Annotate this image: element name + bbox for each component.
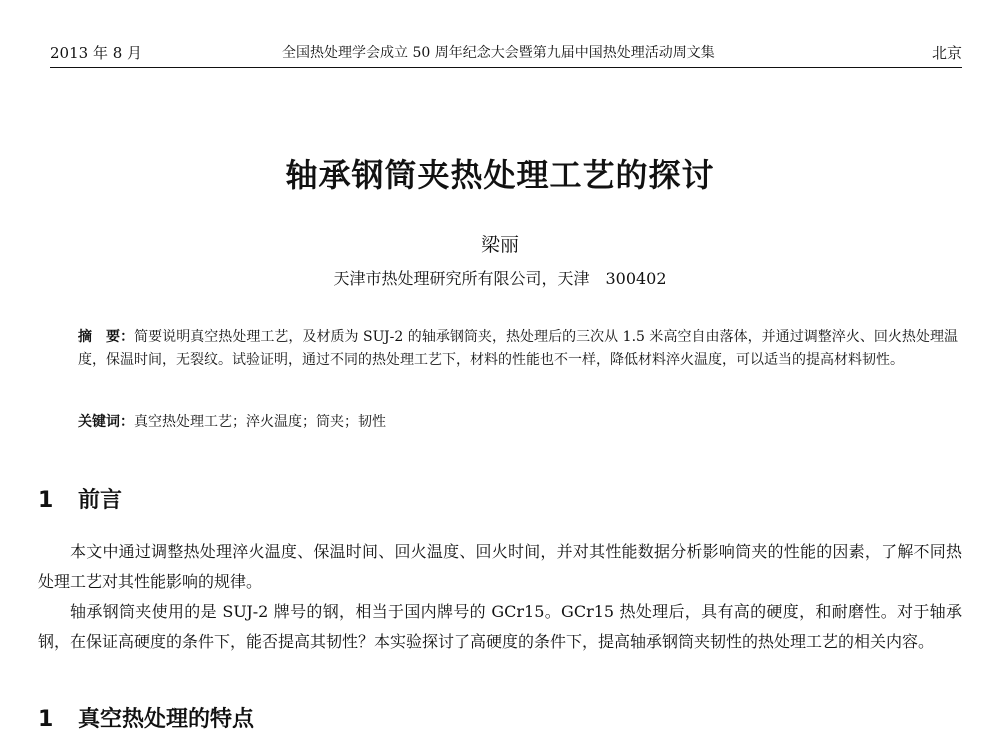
header-date: 2013 年 8 月 (50, 44, 143, 62)
header-proceedings-title: 全国热处理学会成立 50 周年纪念大会暨第九届中国热处理活动周文集 (282, 45, 715, 61)
keywords-text: 真空热处理工艺；淬火温度；筒夹；韧性 (134, 414, 386, 430)
running-header (50, 42, 962, 64)
abstract-text: 简要说明真空热处理工艺，及材质为 SUJ-2 的轴承钢筒夹，热处理后的三次从 1.5 米高空自由落体，并通过调整淬火、回火热处理温度，保温时间，无裂纹。试验证明，通过不同的热处理工艺下，材料的性能也不一样，降低材料淬火温度，可以适当的提高材料韧性。 (78, 329, 959, 368)
abstract (78, 326, 958, 372)
header-divider (50, 67, 962, 68)
section-heading-vacuum-heat-treatment (38, 702, 254, 733)
abstract-label: 摘 要： (78, 329, 135, 345)
section-number: 1 (38, 488, 54, 513)
section-title: 真空热处理的特点 (78, 707, 255, 732)
author-name: 梁丽 (480, 234, 519, 256)
author-affiliation: 天津市热处理研究所有限公司，天津 300402 (333, 269, 667, 288)
paper-title: 轴承钢筒夹热处理工艺的探讨 (285, 156, 715, 194)
intro-paragraph-2: 轴承钢筒夹使用的是 SUJ-2 牌号的钢，相当于国内牌号的 GCr15。GCr15 热处理后，具有高的硬度，和耐磨性。对于轴承钢，在保证高硬度的条件下，能否提高其韧性？本实验探讨了高硬度的条件下，提高轴承钢筒夹韧性的热处理工艺的相关内容。 (38, 602, 962, 651)
keywords-label: 关键词： (78, 414, 134, 430)
section-heading-introduction (38, 483, 122, 514)
intro-paragraph-1: 本文中通过调整热处理淬火温度、保温时间、回火温度、回火时间，并对其性能数据分析影响筒夹的性能的因素，了解不同热处理工艺对其性能影响的规律。 (38, 542, 962, 591)
header-city: 北京 (931, 44, 962, 62)
keywords (78, 411, 958, 431)
section-title: 前言 (78, 488, 123, 513)
section-number: 1 (38, 707, 54, 732)
